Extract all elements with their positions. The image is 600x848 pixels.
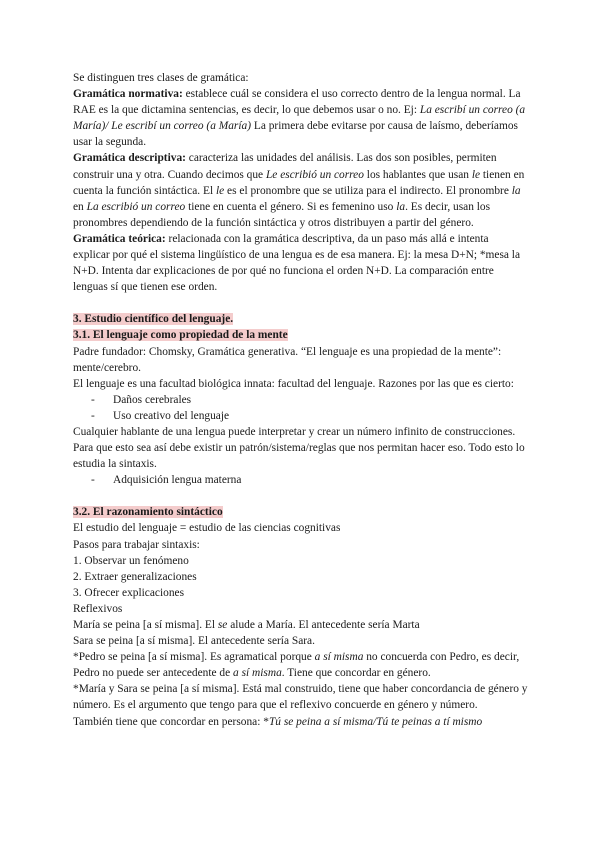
pasos-line: Pasos para trabajar sintaxis: xyxy=(73,538,200,551)
maria-sara-paragraph: *María y Sara se peina [a sí misma]. Está mal construido, tiene que haber concordancia de género y número. Es el argumento que tengo para que el reflexivo concuerde en género y número. xyxy=(73,683,528,712)
persona-line: También tiene que concordar en persona: *Tú se peina a sí misma/Tú te peinas a tí mismo xyxy=(73,715,483,728)
section-3-2-heading: 3.2. El razonamiento sintáctico xyxy=(73,506,223,519)
estudio-line: El estudio del lenguaje = estudio de las ciencias cognitivas xyxy=(73,522,341,535)
chomsky-paragraph: Padre fundador: Chomsky, Gramática generativa. “El lenguaje es una propiedad de la mente”: mente/cerebro. xyxy=(73,345,502,374)
facultad-paragraph: El lenguaje es una facultad biológica innata: facultad del lenguaje. Razones por las que es cierto: xyxy=(73,377,514,390)
hablante-paragraph: Cualquier hablante de una lengua puede interpretar y crear un número infinito de construcciones. Para que esto sea así debe existir un patrón/sistema/reglas que nos permitan hacer eso. Todo esto lo estudia la sintaxis. xyxy=(73,425,525,471)
normativa-example: La escribí un correo (a María)/ Le escribí un correo (a María) xyxy=(73,104,526,133)
step-line: 3. Ofrecer explicaciones xyxy=(73,586,184,599)
document-page xyxy=(73,70,528,730)
reflexivos-line: Reflexivos xyxy=(73,602,123,615)
descriptiva-term: Gramática descriptiva: xyxy=(73,152,186,165)
section-3-heading: 3. Estudio científico del lenguaje. xyxy=(73,313,234,326)
descriptiva-paragraph: Gramática descriptiva: caracteriza las unidades del análisis. Las dos son posibles, permiten construir una y otra. Cuando decimos que Le escribió un correo los hablantes que usan le tienen en cuenta la función sintáctica. El le es el pronombre que se utiliza para el indirecto. El pronombre la en La escribió un correo tiene en cuenta el género. Si es femenino uso la. Es decir, usan los pronombres dependiendo de la función sintáctica y otros distribuyen a partir del género. xyxy=(73,152,525,229)
teorica-paragraph: Gramática teórica: relacionada con la gramática descriptiva, da un paso más allá e intenta explicar por qué el sistema lingüístico de una lengua es de esa manera. Ej: la mesa D+N; *mesa la N+D. Intenta dar explicaciones de por qué no funciona el orden N+D. La comparación entre lenguas sí que tienen ese orden. xyxy=(73,232,521,294)
section-3-1-heading: 3.1. El lenguaje como propiedad de la mente xyxy=(73,329,288,342)
normativa-term: Gramática normativa: xyxy=(73,88,183,101)
pedro-paragraph: *Pedro se peina [a sí misma]. Es agramatical porque a sí misma no concuerda con Pedro, es decir, Pedro no puede ser antecedente de a sí misma. Tiene que concordar en género. xyxy=(73,651,520,680)
step-line: 2. Extraer generalizaciones xyxy=(73,570,197,583)
list-item: - Adquisición lengua materna xyxy=(91,474,242,487)
intro-line: Se distinguen tres clases de gramática: xyxy=(73,72,249,84)
list-item: - Daños cerebrales xyxy=(91,393,192,406)
sara-line: Sara se peina [a sí misma]. El antecedente sería Sara. xyxy=(73,635,315,648)
maria-line: María se peina [a sí misma]. El se alude a María. El antecedente sería Marta xyxy=(73,619,420,631)
step-line: 1. Observar un fenómeno xyxy=(73,554,189,567)
normativa-paragraph: Gramática normativa: establece cuál se considera el uso correcto dentro de la lengua normal. La RAE es la que dictamina sentencias, es decir, lo que debemos usar o no. Ej: La escribí un correo (a María)/ Le escribí un correo (a María) La primera debe evitarse por causa de laísmo, deberíamos usar la segunda. xyxy=(73,88,526,149)
list-item: - Uso creativo del lenguaje xyxy=(91,409,230,422)
teorica-term: Gramática teórica: xyxy=(73,232,166,245)
